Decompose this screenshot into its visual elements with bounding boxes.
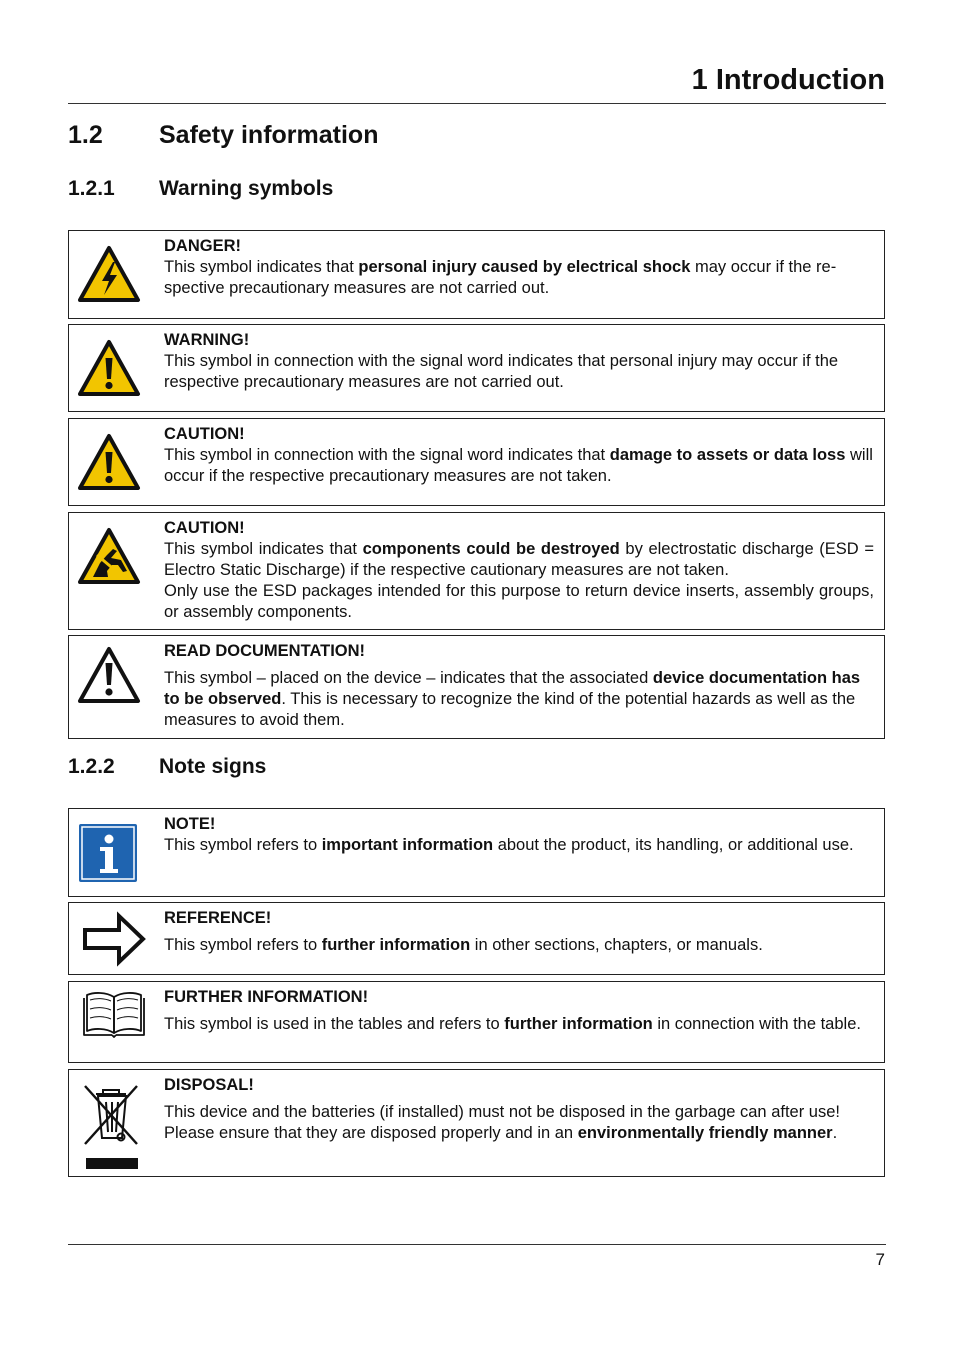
warning-text [164,330,874,393]
esd-warning-icon [77,527,141,585]
body-text: . This is necessary to recognize the kind of the potential hazards as well as the measures to avoid them. [164,690,856,729]
subsection-number: 1.2.1 [68,177,115,200]
signal-word: WARNING! [164,331,250,349]
footer-rule [68,1244,886,1245]
read-documentation-notice [68,635,885,739]
body-text: in other sections, chapters, or manuals. [470,936,763,954]
disposal-text [164,1075,874,1144]
open-book-icon [82,989,146,1039]
esd-caution-text [164,518,874,623]
signal-word: DISPOSAL! [164,1076,254,1094]
read-documentation-icon [77,646,141,704]
signal-word: READ DOCUMENTATION! [164,642,366,660]
body-text: This symbol indicates that [164,540,363,558]
emphasis-text: personal injury caused by electrical shock [358,258,691,276]
note-signs-heading [68,755,266,779]
emphasis-text: damage to assets or data loss [609,446,846,464]
body-text: will occur if the respective precautionary measures are not taken. [164,446,873,485]
body-text: This symbol refers to [164,836,322,854]
emphasis-text: important information [321,836,494,854]
body-text: This symbol in connection with the signal word indicates that personal injury may occur if the respective precautionary measures are not carried out. [164,352,839,391]
section-heading [68,121,378,150]
header-rule [68,103,886,104]
disposal-notice [68,1069,885,1177]
body-text: This symbol is used in the tables and refers to [164,1015,505,1033]
warning-notice [68,324,885,412]
body-text: Only use the ESD packages intended for this purpose to return device inserts, assembly groups, or assembly components. [164,582,874,621]
esd-caution-notice [68,512,885,630]
body-text: This device and the batteries (if installed) must not be disposed in the garbage can after use! Please ensure that they are disposed properly and in an [164,1103,840,1142]
crossed-bin-icon [81,1082,141,1170]
emphasis-text: further information [504,1015,653,1033]
signal-word: DANGER! [164,237,241,255]
body-text: This symbol indicates that [164,258,359,276]
reference-notice [68,902,885,975]
danger-notice [68,230,885,319]
further-information-text [164,987,874,1035]
warning-symbols-heading [68,177,333,201]
further-information-notice [68,981,885,1063]
emphasis-text: environmentally friendly manner [577,1124,833,1142]
body-text: about the product, its handling, or additional use. [493,836,854,854]
subsection-title: Warning symbols [159,177,334,200]
signal-word: FURTHER INFORMATION! [164,988,369,1006]
note-notice [68,808,885,897]
signal-word: NOTE! [164,815,216,833]
body-text: . [832,1124,838,1142]
reference-text [164,908,874,956]
chapter-title: 1 Introduction [691,64,885,96]
section-title: Safety information [159,121,379,149]
note-text [164,814,874,856]
emphasis-text: components could be destroyed [362,540,620,558]
body-text: This symbol – placed on the device – indicates that the associated [164,669,653,687]
danger-text [164,236,874,299]
info-icon [78,823,138,883]
signal-word: CAUTION! [164,519,245,537]
signal-word: REFERENCE! [164,909,272,927]
page-number: 7 [875,1250,885,1269]
subsection-title: Note signs [159,755,267,778]
body-text: This symbol in connection with the signal word indicates that [164,446,610,464]
body-text: in connection with the table. [652,1015,861,1033]
signal-word: CAUTION! [164,425,245,443]
read-documentation-text [164,641,874,731]
caution-notice [68,418,885,506]
exclamation-warning-icon [77,339,141,397]
arrow-right-icon [81,910,147,968]
emphasis-text: further information [321,936,471,954]
body-text: may occur if the re-spective precautionary measures are not carried out. [164,258,837,297]
section-number: 1.2 [68,121,103,149]
exclamation-warning-icon [77,433,141,491]
electric-shock-warning-icon [77,245,141,303]
body-text: by electrostatic discharge (ESD = Electro Static Discharge) if the respective cautionary measures are not taken. [164,540,874,579]
body-text: This symbol refers to [164,936,322,954]
emphasis-text: device documentation has to be observed [164,669,861,708]
subsection-number: 1.2.2 [68,755,115,778]
caution-text [164,424,874,487]
